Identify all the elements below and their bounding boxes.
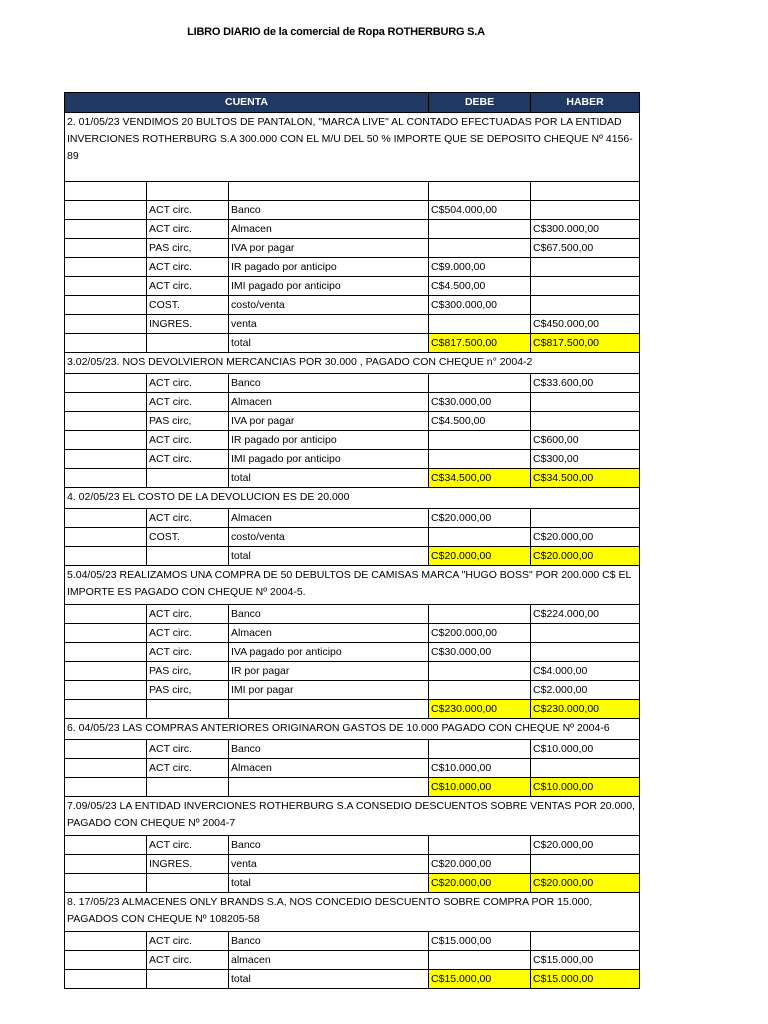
debe-amount (429, 740, 531, 759)
empty-cell (65, 700, 147, 719)
empty-cell (147, 700, 229, 719)
total-label: total (229, 874, 429, 893)
header-row (65, 93, 640, 113)
account-type: ACT circ. (147, 277, 229, 296)
haber-amount (531, 855, 640, 874)
account-type: ACT circ. (147, 740, 229, 759)
entry-description: 6. 04/05/23 LAS COMPRAS ANTERIORES ORIGINARON GASTOS DE 10.000 PAGADO CON CHEQUE Nº 2004-6 (65, 719, 640, 740)
empty-cell (65, 315, 147, 334)
haber-amount: C$15.000,00 (531, 951, 640, 970)
ledger-line (65, 277, 640, 296)
account-type: ACT circ. (147, 450, 229, 469)
account-name: IMI pagado por anticipo (229, 277, 429, 296)
account-name: venta (229, 855, 429, 874)
account-name: IR por pagar (229, 662, 429, 681)
account-name: Almacen (229, 624, 429, 643)
account-name: costo/venta (229, 528, 429, 547)
haber-amount: C$67.500,00 (531, 239, 640, 258)
debe-amount (429, 605, 531, 624)
account-name: IR pagado por anticipo (229, 431, 429, 450)
total-haber: C$20.000,00 (531, 874, 640, 893)
empty-cell (65, 836, 147, 855)
header-cuenta: CUENTA (65, 93, 429, 113)
total-row (65, 547, 640, 566)
account-type: ACT circ. (147, 624, 229, 643)
header-debe: DEBE (429, 93, 531, 113)
account-type: ACT circ. (147, 220, 229, 239)
empty-cell (147, 469, 229, 488)
empty-cell (65, 239, 147, 258)
ledger-line (65, 239, 640, 258)
haber-amount (531, 412, 640, 431)
entry-description-row (65, 719, 640, 740)
account-name: Banco (229, 201, 429, 220)
empty-cell (65, 374, 147, 393)
account-type: INGRES. (147, 315, 229, 334)
entry-description-row (65, 566, 640, 605)
haber-amount (531, 624, 640, 643)
empty-cell (147, 874, 229, 893)
account-type: ACT circ. (147, 374, 229, 393)
account-name: IR pagado por anticipo (229, 258, 429, 277)
empty-cell (65, 277, 147, 296)
empty-cell (65, 970, 147, 989)
spacer-row (65, 182, 640, 201)
haber-amount: C$450.000,00 (531, 315, 640, 334)
total-haber: C$230.000,00 (531, 700, 640, 719)
ledger-line (65, 509, 640, 528)
haber-amount: C$20.000,00 (531, 528, 640, 547)
account-name: Almacen (229, 220, 429, 239)
account-name: Almacen (229, 509, 429, 528)
account-name: IMI por pagar (229, 681, 429, 700)
total-haber: C$817.500,00 (531, 334, 640, 353)
haber-amount: C$4.000,00 (531, 662, 640, 681)
total-haber: C$20.000,00 (531, 547, 640, 566)
ledger-line (65, 662, 640, 681)
ledger-line (65, 740, 640, 759)
account-type: INGRES. (147, 855, 229, 874)
empty-cell (65, 528, 147, 547)
ledger-line (65, 431, 640, 450)
account-type: ACT circ. (147, 431, 229, 450)
account-type: PAS circ, (147, 412, 229, 431)
empty-cell (65, 296, 147, 315)
empty-cell (65, 874, 147, 893)
account-name: Banco (229, 740, 429, 759)
ledger-line (65, 220, 640, 239)
total-haber: C$34.500,00 (531, 469, 640, 488)
empty-cell (65, 220, 147, 239)
haber-amount: C$2.000,00 (531, 681, 640, 700)
empty-cell (531, 182, 640, 201)
haber-amount (531, 277, 640, 296)
account-type: ACT circ. (147, 836, 229, 855)
entry-description-row (65, 893, 640, 932)
debe-amount (429, 450, 531, 469)
debe-amount (429, 662, 531, 681)
haber-amount (531, 258, 640, 277)
empty-cell (65, 740, 147, 759)
account-type: ACT circ. (147, 393, 229, 412)
total-row (65, 469, 640, 488)
total-debe: C$34.500,00 (429, 469, 531, 488)
empty-cell (147, 970, 229, 989)
entry-description: 2. 01/05/23 VENDIMOS 20 BULTOS DE PANTALON, "MARCA LIVE" AL CONTADO EFECTUADAS POR LA ENTIDAD INVERCIONES ROTHERBURG S.A 300.000 CON EL M/U DEL 50 % IMPORTE QUE SE DEPOSITO CHEQUE Nº 4156-89 (65, 113, 640, 182)
ledger-line (65, 836, 640, 855)
ledger-line (65, 605, 640, 624)
header-haber: HABER (531, 93, 640, 113)
account-name: Banco (229, 374, 429, 393)
account-name: venta (229, 315, 429, 334)
debe-amount (429, 836, 531, 855)
haber-amount: C$10.000,00 (531, 740, 640, 759)
journal-body (65, 113, 640, 989)
haber-amount: C$224.000,00 (531, 605, 640, 624)
debe-amount: C$4.500,00 (429, 412, 531, 431)
ledger-line (65, 296, 640, 315)
debe-amount (429, 315, 531, 334)
account-type: ACT circ. (147, 643, 229, 662)
ledger-line (65, 951, 640, 970)
ledger-line (65, 201, 640, 220)
empty-cell (147, 547, 229, 566)
empty-cell (65, 509, 147, 528)
account-name: IVA pagado por anticipo (229, 643, 429, 662)
haber-amount: C$300,00 (531, 450, 640, 469)
account-type: ACT circ. (147, 932, 229, 951)
debe-amount: C$20.000,00 (429, 855, 531, 874)
document-title: LIBRO DIARIO de la comercial de Ropa ROTHERBURG S.A (187, 26, 485, 38)
account-name: Banco (229, 605, 429, 624)
debe-amount: C$504.000,00 (429, 201, 531, 220)
empty-cell (65, 778, 147, 797)
entry-description: 8. 17/05/23 ALMACENES ONLY BRANDS S.A, NOS CONCEDIO DESCUENTO SOBRE COMPRA POR 15.000, PAGADOS CON CHEQUE Nº 108205-58 (65, 893, 640, 932)
empty-cell (65, 201, 147, 220)
empty-cell (65, 431, 147, 450)
empty-cell (147, 778, 229, 797)
debe-amount: C$30.000,00 (429, 643, 531, 662)
debe-amount: C$10.000,00 (429, 759, 531, 778)
debe-amount: C$300.000,00 (429, 296, 531, 315)
total-row (65, 700, 640, 719)
total-debe: C$230.000,00 (429, 700, 531, 719)
empty-cell (65, 334, 147, 353)
entry-description-row (65, 488, 640, 509)
empty-cell (65, 469, 147, 488)
entry-description-row (65, 113, 640, 182)
ledger-line (65, 450, 640, 469)
total-haber: C$15.000,00 (531, 970, 640, 989)
total-haber: C$10.000,00 (531, 778, 640, 797)
haber-amount (531, 932, 640, 951)
account-type: ACT circ. (147, 759, 229, 778)
total-debe: C$20.000,00 (429, 547, 531, 566)
empty-cell (65, 643, 147, 662)
total-row (65, 970, 640, 989)
empty-cell (65, 258, 147, 277)
account-name: IVA por pagar (229, 239, 429, 258)
ledger-line (65, 315, 640, 334)
total-row (65, 334, 640, 353)
debe-amount: C$9.000,00 (429, 258, 531, 277)
debe-amount (429, 681, 531, 700)
total-row (65, 778, 640, 797)
account-type: ACT circ. (147, 258, 229, 277)
entry-description-row (65, 797, 640, 836)
account-type: ACT circ. (147, 951, 229, 970)
total-label: total (229, 547, 429, 566)
account-name: Almacen (229, 393, 429, 412)
entry-description: 5.04/05/23 REALIZAMOS UNA COMPRA DE 50 DEBULTOS DE CAMISAS MARCA "HUGO BOSS" POR 200.000 C$ EL IMPORTE ES PAGADO CON CHEQUE Nº 2004-5. (65, 566, 640, 605)
total-label: total (229, 469, 429, 488)
empty-cell (429, 182, 531, 201)
account-name: IMI pagado por anticipo (229, 450, 429, 469)
haber-amount: C$20.000,00 (531, 836, 640, 855)
debe-amount (429, 239, 531, 258)
account-name: costo/venta (229, 296, 429, 315)
entry-description: 3.02/05/23. NOS DEVOLVIERON MERCANCIAS POR 30.000 , PAGADO CON CHEQUE n° 2004-2 (65, 353, 640, 374)
haber-amount (531, 509, 640, 528)
haber-amount (531, 759, 640, 778)
journal-table (64, 92, 640, 989)
account-type: COST. (147, 296, 229, 315)
account-type: ACT circ. (147, 201, 229, 220)
account-type: PAS circ, (147, 681, 229, 700)
empty-cell (65, 450, 147, 469)
haber-amount (531, 643, 640, 662)
total-label: total (229, 970, 429, 989)
ledger-line (65, 932, 640, 951)
empty-cell (65, 393, 147, 412)
debe-amount: C$200.000,00 (429, 624, 531, 643)
debe-amount: C$30.000,00 (429, 393, 531, 412)
haber-amount (531, 393, 640, 412)
empty-cell (65, 855, 147, 874)
entry-description: 4. 02/05/23 EL COSTO DE LA DEVOLUCION ES DE 20.000 (65, 488, 640, 509)
account-name: almacen (229, 951, 429, 970)
total-label (229, 700, 429, 719)
haber-amount: C$33.600,00 (531, 374, 640, 393)
empty-cell (65, 624, 147, 643)
account-type: COST. (147, 528, 229, 547)
entry-description: 7.09/05/23 LA ENTIDAD INVERCIONES ROTHERBURG S.A CONSEDIO DESCUENTOS SOBRE VENTAS POR 20.000, PAGADO CON CHEQUE Nº 2004-7 (65, 797, 640, 836)
ledger-line (65, 412, 640, 431)
empty-cell (65, 932, 147, 951)
account-type: ACT circ. (147, 605, 229, 624)
total-debe: C$817.500,00 (429, 334, 531, 353)
account-name: IVA por pagar (229, 412, 429, 431)
account-type: ACT circ. (147, 509, 229, 528)
ledger-line (65, 374, 640, 393)
debe-amount (429, 220, 531, 239)
total-label (229, 778, 429, 797)
empty-cell (65, 412, 147, 431)
haber-amount (531, 201, 640, 220)
debe-amount (429, 374, 531, 393)
entry-description-row (65, 353, 640, 374)
empty-cell (65, 547, 147, 566)
haber-amount: C$300.000,00 (531, 220, 640, 239)
debe-amount (429, 431, 531, 450)
total-debe: C$15.000,00 (429, 970, 531, 989)
haber-amount: C$600,00 (531, 431, 640, 450)
empty-cell (65, 951, 147, 970)
ledger-line (65, 759, 640, 778)
ledger-line (65, 258, 640, 277)
account-type: PAS circ, (147, 239, 229, 258)
debe-amount: C$4.500,00 (429, 277, 531, 296)
empty-cell (65, 605, 147, 624)
empty-cell (147, 182, 229, 201)
empty-cell (229, 182, 429, 201)
account-name: Almacen (229, 759, 429, 778)
debe-amount (429, 951, 531, 970)
account-name: Banco (229, 932, 429, 951)
empty-cell (65, 681, 147, 700)
total-label: total (229, 334, 429, 353)
ledger-line (65, 528, 640, 547)
empty-cell (147, 334, 229, 353)
total-debe: C$10.000,00 (429, 778, 531, 797)
empty-cell (65, 182, 147, 201)
debe-amount (429, 528, 531, 547)
ledger-line (65, 393, 640, 412)
ledger-line (65, 855, 640, 874)
ledger-line (65, 624, 640, 643)
empty-cell (65, 759, 147, 778)
total-debe: C$20.000,00 (429, 874, 531, 893)
account-name: Banco (229, 836, 429, 855)
ledger-line (65, 643, 640, 662)
empty-cell (65, 662, 147, 681)
account-type: PAS circ, (147, 662, 229, 681)
haber-amount (531, 296, 640, 315)
debe-amount: C$20.000,00 (429, 509, 531, 528)
ledger-line (65, 681, 640, 700)
total-row (65, 874, 640, 893)
debe-amount: C$15.000,00 (429, 932, 531, 951)
